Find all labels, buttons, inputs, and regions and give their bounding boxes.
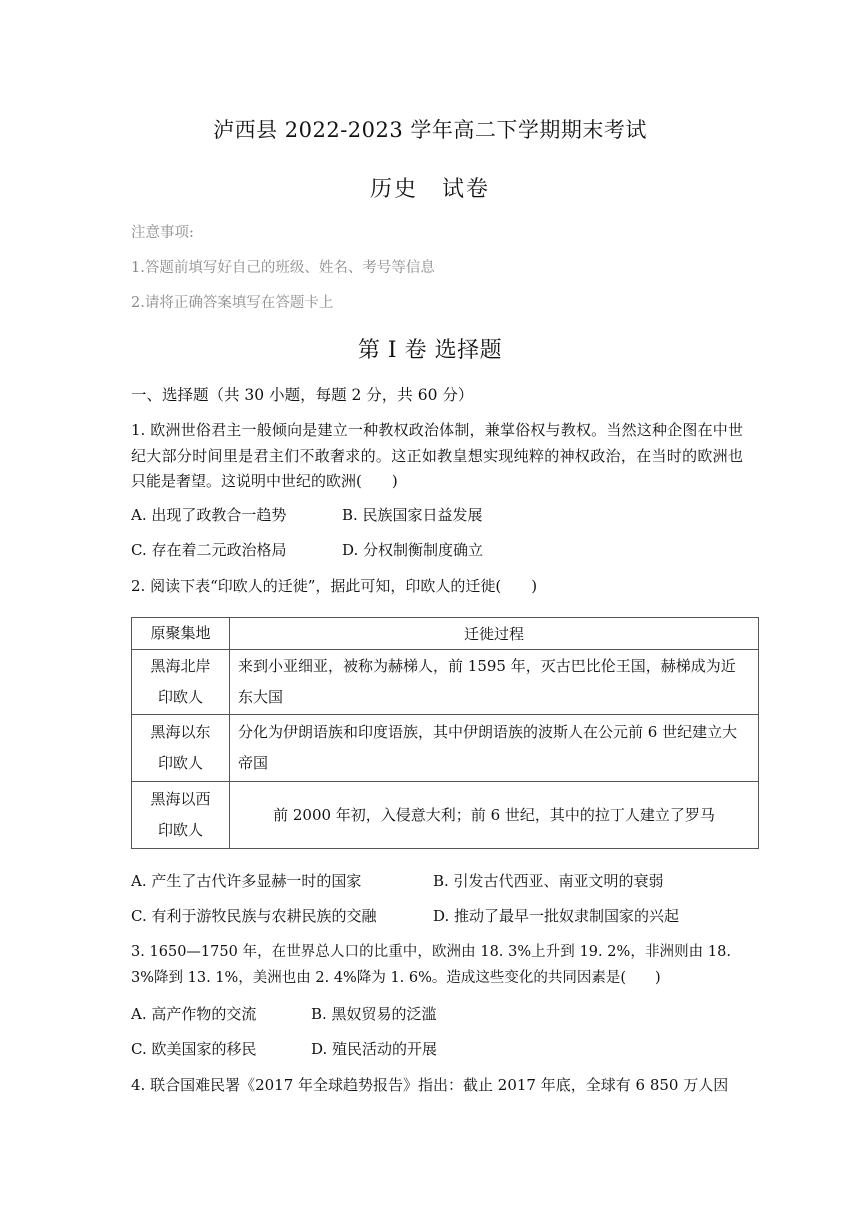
notes-heading: 注意事项: <box>131 225 194 241</box>
table-cell-process: 分化为伊朗语族和印度语族，其中伊朗语族的波斯人在公元前 6 世纪建立大帝国 <box>230 715 759 782</box>
question-stem: 2. 阅读下表“印欧人的迁徙”，据此可知，印欧人的迁徙( ) <box>131 577 538 595</box>
option-c: C. 欧美国家的移民 <box>131 1040 257 1058</box>
table-cell-origin <box>132 715 230 782</box>
table-cell-origin <box>132 782 230 849</box>
option-b: B. 引发古代西亚、南亚文明的衰弱 <box>433 872 664 890</box>
option-row <box>131 869 664 893</box>
table-cell-process: 来到小亚细亚，被称为赫梯人，前 1595 年，灭古巴比伦王国，赫梯成为近东大国 <box>230 650 759 715</box>
table-header: 迁徙过程 <box>230 618 759 650</box>
exam-title: 泸西县 2022-2023 学年高二下学期期末考试 <box>213 118 647 142</box>
table-header: 原聚集地 <box>132 618 230 650</box>
option-row <box>131 503 483 527</box>
origin-line: 印欧人 <box>157 821 203 839</box>
section-instruction: 一、选择题（共 30 小题，每题 2 分，共 60 分） <box>131 386 474 404</box>
option-c: C. 有利于游牧民族与农耕民族的交融 <box>131 907 377 925</box>
table-row <box>132 782 759 849</box>
option-row <box>131 1037 437 1061</box>
table-row <box>132 715 759 782</box>
origin-line: 黑海以东 <box>150 723 211 741</box>
option-row <box>131 904 679 928</box>
option-b: B. 黑奴贸易的泛滥 <box>311 1005 437 1023</box>
option-a: A. 出现了政教合一趋势 <box>131 506 287 524</box>
migration-table <box>131 617 759 849</box>
note-item: 1.答题前填写好自己的班级、姓名、考号等信息 <box>131 260 435 276</box>
option-a: A. 高产作物的交流 <box>131 1005 257 1023</box>
table-cell-origin <box>132 650 230 715</box>
origin-line: 印欧人 <box>157 754 203 772</box>
question-stem: 1. 欧洲世俗君主一般倾向是建立一种教权政治体制，兼掌俗权与教权。当然这种企图在中世纪大部分时间里是君主们不敢奢求的。这正如教皇想实现纯粹的神权政治，在当时的欧洲也只能是奢望。这说明中世纪的欧洲( ) <box>131 421 743 490</box>
question-stem: 3. 1650—1750 年，在世界总人口的比重中，欧洲由 18. 3%上升到 19. 2%，非洲则由 18. 3%降到 13. 1%，美洲也由 2. 4%降为 1. 6%。造成这些变化的共同因素是( ) <box>131 944 731 986</box>
option-row <box>131 538 483 562</box>
option-row <box>131 1002 437 1026</box>
option-c: C. 存在着二元政治格局 <box>131 541 287 559</box>
subject-title: 历史 试卷 <box>369 177 490 202</box>
origin-line: 黑海以西 <box>150 790 211 808</box>
note-item: 2.请将正确答案填写在答题卡上 <box>131 295 334 311</box>
origin-line: 印欧人 <box>157 688 203 706</box>
table-cell-process: 前 2000 年初，入侵意大利；前 6 世纪，其中的拉丁人建立了罗马 <box>230 782 759 849</box>
question-stem: 4. 联合国难民署《2017 年全球趋势报告》指出：截止 2017 年底，全球有 6 850 万人因 <box>131 1076 729 1094</box>
option-d: D. 推动了最早一批奴隶制国家的兴起 <box>433 907 680 925</box>
table-row <box>132 650 759 715</box>
origin-line: 黑海北岸 <box>150 657 211 675</box>
option-d: D. 分权制衡制度确立 <box>342 541 484 559</box>
section-title: 第 I 卷 选择题 <box>357 338 503 363</box>
option-a: A. 产生了古代许多显赫一时的国家 <box>131 872 362 890</box>
option-d: D. 殖民活动的开展 <box>311 1040 438 1058</box>
table-header-row <box>132 618 759 650</box>
option-b: B. 民族国家日益发展 <box>342 506 483 524</box>
